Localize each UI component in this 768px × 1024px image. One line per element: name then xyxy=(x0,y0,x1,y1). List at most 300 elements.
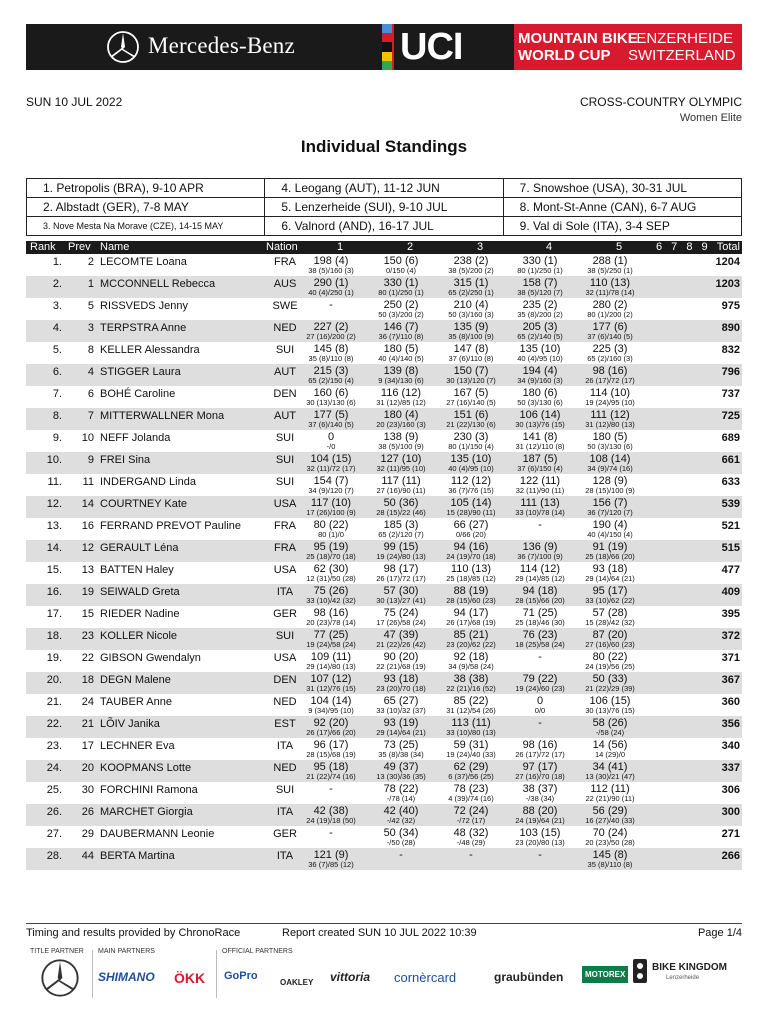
race-4-result xyxy=(505,606,575,627)
rank-cell: 11. xyxy=(47,476,62,488)
race-4-result xyxy=(505,430,575,451)
race-points: 194 (4) xyxy=(522,365,558,377)
race-2-result xyxy=(366,386,436,407)
rider-name-cell: COURTNEY Kate xyxy=(100,498,188,510)
race-points-detail: 37 (6)/150 (4) xyxy=(517,464,563,473)
rank-cell: 7. xyxy=(52,388,62,400)
nation-cell: SUI xyxy=(275,432,295,444)
total-points-cell: 1203 xyxy=(715,278,740,290)
race-points: 107 (12) xyxy=(310,673,352,685)
race-points-detail: 0/0 xyxy=(534,706,546,715)
race-points: 250 (2) xyxy=(383,299,419,311)
race-2-result xyxy=(366,364,436,385)
race-points: 76 (23) xyxy=(522,629,558,641)
race-points-detail: 40 (4)/95 (10) xyxy=(517,354,563,363)
race-points-detail: 33 (10)/32 (37) xyxy=(376,706,426,715)
sponsor-vittoria: vittoria xyxy=(330,970,371,984)
prev-rank-cell: 13 xyxy=(81,564,94,576)
prev-rank-cell: 44 xyxy=(81,850,94,862)
race-points-detail: 31 (12)/54 (26) xyxy=(446,706,496,715)
prev-rank-cell: 30 xyxy=(81,784,94,796)
sponsor-separator xyxy=(216,950,217,998)
rider-name-cell: TAUBER Anne xyxy=(100,696,172,708)
race-points: 280 (2) xyxy=(592,299,628,311)
standings-header xyxy=(26,241,742,254)
rider-name-cell: DEGN Malene xyxy=(100,674,171,686)
race-points-detail: 27 (16)/90 (11) xyxy=(376,486,426,495)
race-points-detail: 37 (6)/140 (5) xyxy=(308,420,354,429)
total-points-cell: 725 xyxy=(721,410,740,422)
race-points: 180 (5) xyxy=(592,431,628,443)
col-prev: Prev xyxy=(68,241,91,253)
rank-cell: 13. xyxy=(46,520,62,532)
race-points-detail: 36 (7)/76 (15) xyxy=(448,486,494,495)
series-name: MOUNTAIN BIKE WORLD CUP xyxy=(518,30,638,64)
race-3-result xyxy=(436,738,506,759)
race-points: 77 (25) xyxy=(313,629,349,641)
nation-cell: GER xyxy=(273,828,297,840)
race-points: 98 (16) xyxy=(313,607,349,619)
race-points-detail: 40 (4)/250 (1) xyxy=(308,288,354,297)
rank-cell: 9. xyxy=(52,432,62,444)
race-points-detail: 35 (8)/110 (8) xyxy=(308,354,354,363)
race-points-detail: 36 (7)/100 (9) xyxy=(517,552,563,561)
race-1-result xyxy=(296,342,366,363)
race-3-result xyxy=(436,584,506,605)
race-points: 110 (13) xyxy=(589,277,631,289)
race-5-result xyxy=(575,650,645,671)
total-points-cell: 689 xyxy=(721,432,740,444)
race-3-result xyxy=(436,320,506,341)
table-row xyxy=(26,606,742,628)
total-points-cell: 737 xyxy=(721,388,740,400)
race-points-detail: 27 (16)/60 (23) xyxy=(585,640,635,649)
race-points-detail: 27 (16)/140 (5) xyxy=(446,398,496,407)
race-5-result xyxy=(575,628,645,649)
race-5-result xyxy=(575,452,645,473)
prev-rank-cell: 14 xyxy=(81,498,94,510)
prev-rank-cell: 17 xyxy=(81,740,94,752)
race-points: 238 (2) xyxy=(453,255,489,267)
rank-cell: 26. xyxy=(46,806,62,818)
race-points: 90 (20) xyxy=(383,651,419,663)
race-1-result xyxy=(296,276,366,297)
race-points-detail: 25 (18)/46 (30) xyxy=(515,618,565,627)
race-points-detail: 30 (13)/76 (15) xyxy=(585,706,635,715)
standings-table xyxy=(26,254,742,870)
race-1-result xyxy=(296,606,366,627)
race-points: 78 (23) xyxy=(453,783,489,795)
race-2-result xyxy=(366,716,436,737)
race-points: 71 (25) xyxy=(522,607,558,619)
race-5-result xyxy=(575,430,645,451)
race-points-detail: 17 (26)/100 (9) xyxy=(306,508,356,517)
race-points-detail: 65 (2)/150 (4) xyxy=(308,376,354,385)
race-points: 34 (41) xyxy=(592,761,628,773)
race-points: 190 (4) xyxy=(592,519,628,531)
race-points: 48 (32) xyxy=(453,827,489,839)
race-points-detail: 6 (37)/56 (25) xyxy=(448,772,494,781)
race-points: 215 (3) xyxy=(313,365,349,377)
race-points: 330 (1) xyxy=(383,277,419,289)
race-points-detail: 13 (30)/21 (47) xyxy=(585,772,635,781)
race-points-detail: 19 (24)/60 (23) xyxy=(515,684,565,693)
race-points-detail: 37 (6)/140 (5) xyxy=(587,332,633,341)
race-4-result xyxy=(505,804,575,825)
race-points: 96 (17) xyxy=(313,739,349,751)
race-3-result xyxy=(436,672,506,693)
rank-cell: 25. xyxy=(46,784,62,796)
race-points-detail: 26 (17)/66 (20) xyxy=(306,728,356,737)
table-row xyxy=(26,650,742,672)
rank-cell: 5. xyxy=(52,344,62,356)
total-points-cell: 372 xyxy=(721,630,740,642)
table-row xyxy=(26,386,742,408)
table-row xyxy=(26,452,742,474)
sponsor-bike-kingdom-sub: Lenzerheide xyxy=(666,975,700,981)
race-cell: 6. Valnord (AND), 16-17 JUL xyxy=(265,217,503,236)
race-1-result xyxy=(296,562,366,583)
race-points-detail: 38 (5)/250 (1) xyxy=(587,266,633,275)
race-points: 49 (37) xyxy=(383,761,419,773)
race-points-detail: -/38 (34) xyxy=(525,794,555,803)
race-points: 150 (7) xyxy=(453,365,489,377)
race-points: 111 (13) xyxy=(520,497,560,509)
race-1-result xyxy=(296,474,366,495)
race-points-detail: 40 (4)/140 (5) xyxy=(378,354,424,363)
race-4-result xyxy=(505,298,575,319)
prev-rank-cell: 15 xyxy=(81,608,94,620)
race-4-result xyxy=(505,826,575,847)
col-rank: Rank xyxy=(30,241,56,253)
race-points: 105 (14) xyxy=(450,497,492,509)
nation-cell: AUT xyxy=(274,410,296,422)
race-5-result xyxy=(575,672,645,693)
race-3-result xyxy=(436,782,506,803)
total-points-cell: 360 xyxy=(721,696,740,708)
table-row xyxy=(26,540,742,562)
prev-rank-cell: 3 xyxy=(87,322,94,334)
race-points: 95 (18) xyxy=(313,761,349,773)
race-points-detail: 50 (3)/200 (2) xyxy=(378,310,424,319)
race-2-result xyxy=(366,474,436,495)
race-points: 205 (3) xyxy=(522,321,558,333)
rider-name-cell: FORCHINI Ramona xyxy=(100,784,198,796)
prev-rank-cell: 4 xyxy=(87,366,94,378)
prev-rank-cell: 9 xyxy=(87,454,94,466)
rider-name-cell: BOHÉ Caroline xyxy=(100,388,176,400)
race-points-detail: 25 (18)/66 (20) xyxy=(585,552,635,561)
race-1-result xyxy=(296,540,366,561)
total-points-cell: 395 xyxy=(721,608,740,620)
race-points: 227 (2) xyxy=(313,321,349,333)
race-points-detail: 35 (8)/200 (2) xyxy=(517,310,563,319)
total-points-cell: 1204 xyxy=(715,256,740,268)
race-cell: 3. Nove Mesta Na Morave (CZE), 14-15 MAY xyxy=(27,217,265,236)
prev-rank-cell: 16 xyxy=(81,520,94,532)
race-points-detail: 21 (22)/29 (39) xyxy=(585,684,635,693)
race-points-detail: 26 (17)/68 (19) xyxy=(446,618,496,627)
mercedes-star-icon xyxy=(106,30,140,64)
race-points-detail: 25 (18)/70 (18) xyxy=(306,552,356,561)
race-points: 138 (9) xyxy=(383,431,419,443)
race-points-detail: 23 (20)/62 (22) xyxy=(446,640,496,649)
race-points-detail: 21 (22)/26 (42) xyxy=(376,640,426,649)
table-row xyxy=(26,804,742,826)
race-1-result xyxy=(296,782,366,795)
race-4-result xyxy=(505,320,575,341)
race-points: 88 (19) xyxy=(453,585,489,597)
race-1-result xyxy=(296,408,366,429)
race-points-detail: 24 (19)/56 (25) xyxy=(585,662,635,671)
race-points: 95 (17) xyxy=(592,585,628,597)
race-3-result xyxy=(436,474,506,495)
prev-rank-cell: 7 xyxy=(87,410,94,422)
rank-cell: 8. xyxy=(52,410,62,422)
race-4-result xyxy=(505,540,575,561)
race-3-result xyxy=(436,562,506,583)
race-5-result xyxy=(575,254,645,275)
race-2-result xyxy=(366,650,436,671)
race-points: 99 (15) xyxy=(383,541,419,553)
race-points: 160 (6) xyxy=(313,387,349,399)
prev-rank-cell: 26 xyxy=(81,806,94,818)
race-2-result xyxy=(366,628,436,649)
race-4-result xyxy=(505,738,575,759)
race-points: 111 (12) xyxy=(590,409,630,421)
race-points: 94 (18) xyxy=(522,585,558,597)
race-5-result xyxy=(575,804,645,825)
sponsor-bike-kingdom: BIKE KINGDOM xyxy=(652,962,727,973)
col-race-2: 2 xyxy=(407,241,414,253)
race-points: 136 (9) xyxy=(522,541,558,553)
prev-rank-cell: 5 xyxy=(87,300,94,312)
col-race-1: 1 xyxy=(337,241,344,253)
race-points: 185 (3) xyxy=(383,519,419,531)
race-points: 127 (10) xyxy=(380,453,422,465)
rank-cell: 21. xyxy=(46,696,62,708)
race-points-detail: 65 (2)/160 (3) xyxy=(587,354,633,363)
race-points-detail: 15 (28)/90 (11) xyxy=(446,508,496,517)
race-3-result xyxy=(436,716,506,737)
nation-cell: GER xyxy=(273,608,297,620)
race-points: 42 (40) xyxy=(383,805,419,817)
rider-name-cell: RIEDER Nadine xyxy=(100,608,180,620)
prev-rank-cell: 23 xyxy=(81,630,94,642)
race-4-result xyxy=(505,386,575,407)
rank-cell: 28. xyxy=(46,850,62,862)
race-2-result xyxy=(366,826,436,847)
race-points: 113 (11) xyxy=(451,717,491,729)
race-points-detail: 24 (19)/70 (18) xyxy=(446,552,496,561)
total-points-cell: 371 xyxy=(721,652,740,664)
race-points: 112 (11) xyxy=(590,783,630,795)
race-points-detail: 50 (3)/130 (6) xyxy=(517,398,563,407)
race-points: 117 (11) xyxy=(381,475,421,487)
race-2-result xyxy=(366,408,436,429)
race-points: 92 (20) xyxy=(313,717,349,729)
col-race-5: 5 xyxy=(616,241,623,253)
race-points-detail: 38 (5)/200 (2) xyxy=(448,266,494,275)
race-points: 87 (20) xyxy=(592,629,628,641)
race-points-detail: 33 (10)/80 (13) xyxy=(446,728,496,737)
race-3-result xyxy=(436,540,506,561)
race-points: 167 (5) xyxy=(453,387,489,399)
total-points-cell: 266 xyxy=(721,850,740,862)
nation-cell: USA xyxy=(273,652,297,664)
table-row xyxy=(26,320,742,342)
race-1-result xyxy=(296,826,366,839)
race-points-detail: 34 (9)/74 (16) xyxy=(587,464,633,473)
race-points: 135 (10) xyxy=(519,343,561,355)
rank-cell: 16. xyxy=(46,586,62,598)
race-2-result xyxy=(366,342,436,363)
race-points: 98 (16) xyxy=(592,365,628,377)
prev-rank-cell: 24 xyxy=(81,696,94,708)
table-row xyxy=(26,430,742,452)
race-points: 93 (18) xyxy=(592,563,628,575)
race-points-detail: 21 (22)/130 (6) xyxy=(446,420,496,429)
race-5-result xyxy=(575,562,645,583)
nation-cell: ITA xyxy=(276,740,294,752)
race-2-result xyxy=(366,672,436,693)
nation-cell: USA xyxy=(273,498,297,510)
total-points-cell: 367 xyxy=(721,674,740,686)
race-points: 56 (29) xyxy=(592,805,628,817)
race-points-detail: 36 (7)/120 (7) xyxy=(587,508,633,517)
race-points: 225 (3) xyxy=(592,343,628,355)
sponsor-shimano: SHIMANO xyxy=(98,970,155,984)
venue-name: LENZERHEIDE SWITZERLAND xyxy=(628,30,736,64)
race-3-result xyxy=(436,386,506,407)
race-points-detail: 36 (7)/110 (8) xyxy=(378,332,424,341)
race-calendar xyxy=(26,178,742,236)
uci-wordmark: UCI xyxy=(394,24,514,70)
race-3-result xyxy=(436,364,506,385)
race-points: 72 (24) xyxy=(453,805,489,817)
race-points: 42 (38) xyxy=(313,805,349,817)
race-1-result xyxy=(296,452,366,473)
rider-name-cell: BERTA Martina xyxy=(100,850,175,862)
race-points-detail: 34 (9)/58 (24) xyxy=(448,662,494,671)
race-points-detail: 27 (16)/70 (18) xyxy=(515,772,565,781)
race-points-detail: 32 (11)/78 (14) xyxy=(585,288,635,297)
header-banner xyxy=(26,24,742,70)
race-points: 108 (14) xyxy=(589,453,631,465)
race-points: 50 (34) xyxy=(383,827,419,839)
race-points: - xyxy=(329,827,333,839)
race-3-result xyxy=(436,496,506,517)
race-points: 235 (2) xyxy=(522,299,558,311)
nation-cell: SWE xyxy=(272,300,298,312)
race-4-result xyxy=(505,474,575,495)
race-points: 147 (8) xyxy=(453,343,489,355)
nation-cell: NED xyxy=(273,762,297,774)
race-points: 141 (8) xyxy=(522,431,558,443)
race-points: 114 (12) xyxy=(519,563,561,575)
race-5-result xyxy=(575,826,645,847)
race-5-result xyxy=(575,320,645,341)
race-5-result xyxy=(575,716,645,737)
race-points-detail: 31 (12)/80 (13) xyxy=(585,420,635,429)
rider-name-cell: DAUBERMANN Leonie xyxy=(100,828,215,840)
race-points-detail: 22 (21)/68 (19) xyxy=(376,662,426,671)
race-calendar-row xyxy=(27,217,742,236)
race-points-detail: 30 (13)/76 (15) xyxy=(515,420,565,429)
race-cell: 2. Albstadt (GER), 7-8 MAY xyxy=(27,198,265,217)
race-points-detail: 23 (20)/80 (13) xyxy=(515,838,565,847)
race-points-detail: 40 (4)/95 (10) xyxy=(448,464,494,473)
nation-cell: EST xyxy=(274,718,296,730)
race-points: - xyxy=(538,849,542,861)
race-calendar-row xyxy=(27,179,742,198)
race-points-detail: 32 (11)/90 (11) xyxy=(515,486,565,495)
race-points: 79 (22) xyxy=(522,673,558,685)
table-row xyxy=(26,584,742,606)
race-3-result xyxy=(436,760,506,781)
race-points: 150 (6) xyxy=(383,255,419,267)
rider-name-cell: KOOPMANS Lotte xyxy=(100,762,192,774)
nation-cell: ITA xyxy=(276,806,294,818)
race-points-detail: 29 (14)/85 (12) xyxy=(515,574,565,583)
race-points-detail: -/42 (32) xyxy=(386,816,416,825)
race-1-result xyxy=(296,628,366,649)
race-points: 0 xyxy=(327,431,335,443)
race-points-detail: 33 (10)/62 (22) xyxy=(585,596,635,605)
race-points: 91 (19) xyxy=(592,541,628,553)
race-points-detail: 26 (17)/72 (17) xyxy=(376,574,426,583)
race-points: 94 (17) xyxy=(453,607,489,619)
col-race-4: 4 xyxy=(546,241,553,253)
race-points-detail: 16 (27)/40 (33) xyxy=(585,816,635,825)
race-5-result xyxy=(575,694,645,715)
table-row xyxy=(26,782,742,804)
prev-rank-cell: 20 xyxy=(81,762,94,774)
race-points-detail: 28 (15)/22 (46) xyxy=(376,508,426,517)
col-race-3: 3 xyxy=(477,241,484,253)
race-points-detail: 26 (17)/72 (17) xyxy=(515,750,565,759)
race-1-result xyxy=(296,364,366,385)
race-2-result xyxy=(366,760,436,781)
table-row xyxy=(26,298,742,320)
race-4-result xyxy=(505,408,575,429)
race-points: 122 (11) xyxy=(519,475,561,487)
prev-rank-cell: 10 xyxy=(81,432,94,444)
race-points-detail: 24 (19)/64 (21) xyxy=(515,816,565,825)
race-points-detail: 50 (3)/160 (3) xyxy=(448,310,494,319)
nation-cell: SUI xyxy=(275,630,295,642)
rider-name-cell: LÕIV Janika xyxy=(100,718,160,730)
race-points: 93 (19) xyxy=(383,717,419,729)
race-points-detail: 33 (10)/42 (32) xyxy=(306,596,356,605)
race-2-result xyxy=(366,254,436,275)
race-points-detail: 31 (12)/110 (8) xyxy=(515,442,565,451)
race-5-result xyxy=(575,848,645,869)
rank-cell: 27. xyxy=(46,828,62,840)
race-points: 146 (7) xyxy=(383,321,419,333)
race-points-detail: 19 (24)/80 (13) xyxy=(376,552,426,561)
race-4-result xyxy=(505,650,575,663)
race-points: 117 (10) xyxy=(310,497,352,509)
race-points: 116 (12) xyxy=(380,387,422,399)
race-points-detail: 19 (24)/95 (10) xyxy=(585,398,635,407)
race-2-result xyxy=(366,562,436,583)
total-points-cell: 356 xyxy=(721,718,740,730)
race-4-result xyxy=(505,760,575,781)
race-points: 103 (15) xyxy=(519,827,561,839)
race-points-detail: 40 (4)/150 (4) xyxy=(587,530,633,539)
race-1-result xyxy=(296,254,366,275)
